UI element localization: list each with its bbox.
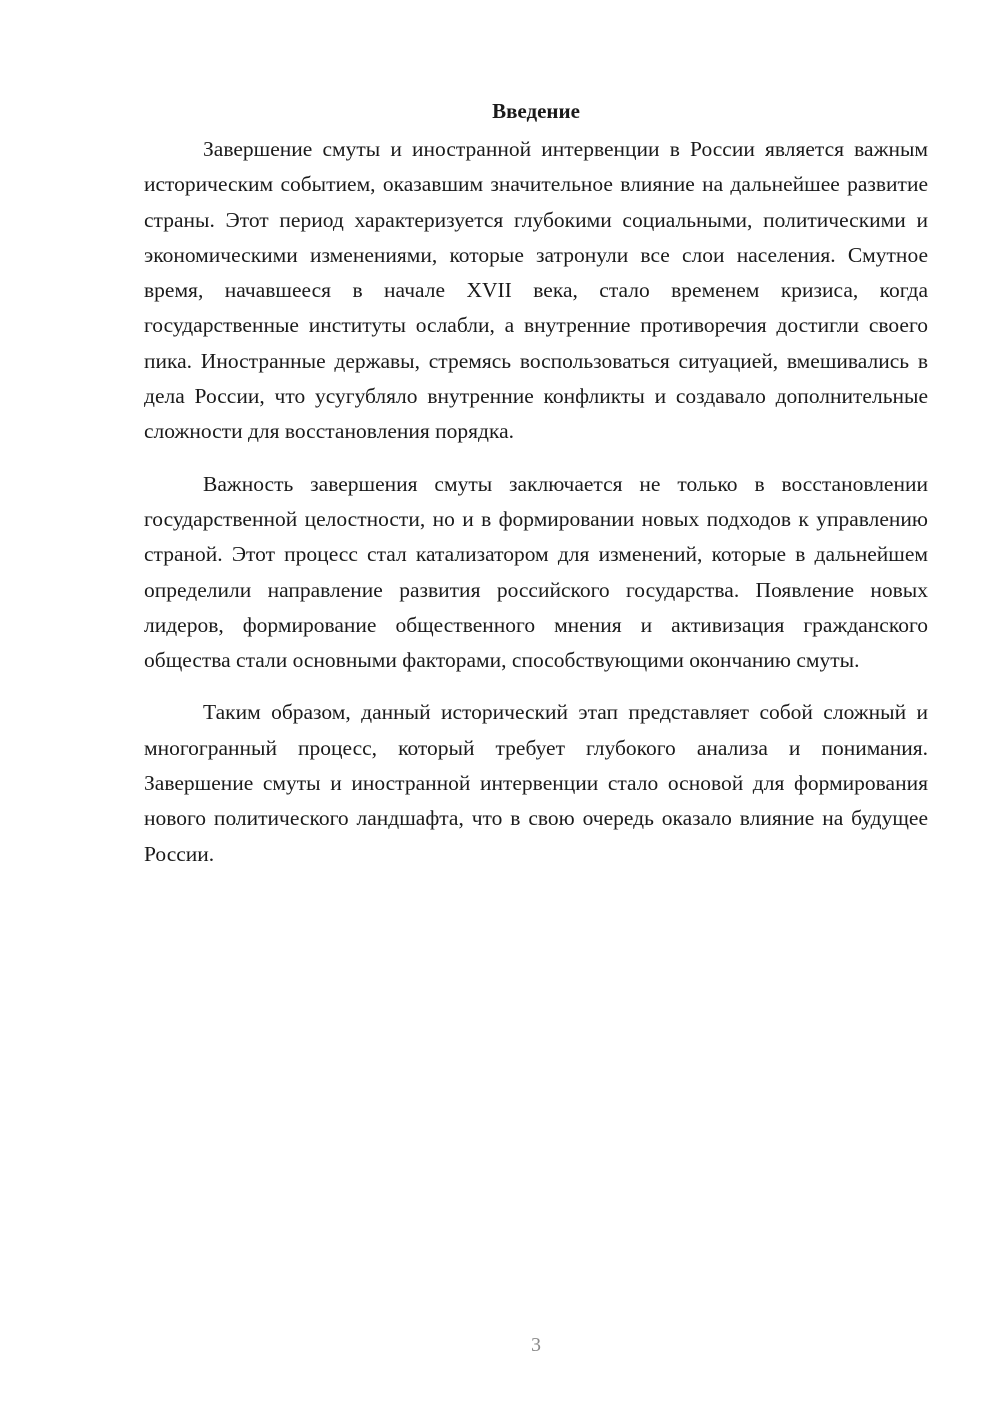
paragraph-3: Таким образом, данный исторический этап представляет собой сложный и многогранный процесс, который требует глубокого анализа и понимания. Завершение смуты и иностранной интервенции стало основой для формирования нового политического ландшафта, что в свою очередь оказало влияние на будущее России.: [144, 700, 928, 866]
paragraph-1: Завершение смуты и иностранной интервенции в России является важным историческим событием, оказавшим значительное влияние на дальнейшее развитие страны. Этот период характеризуется глубокими социальными, политическими и экономическими изменениями, которые затронули все слои населения. Смутное время, начавшееся в начале XVII века, стало временем кризиса, когда государственные институты ослабли, а внутренние противоречия достигли своего пика. Иностранные державы, стремясь воспользоваться ситуацией, вмешивались в дела России, что усугубляло внутренние конфликты и создавало дополнительные сложности для восстановления порядка.: [144, 137, 928, 444]
page-number: 3: [531, 1334, 541, 1356]
paragraph-2: Важность завершения смуты заключается не только в восстановлении государственной целостности, но и в формировании новых подходов к управлению страной. Этот процесс стал катализатором для изменений, которые в дальнейшем определили направление развития российского государства. Появление новых лидеров, формирование общественного мнения и активизация гражданского общества стали основными факторами, способствующими окончанию смуты.: [144, 471, 928, 673]
page-content: [144, 96, 928, 889]
page-title: Введение: [492, 99, 580, 123]
